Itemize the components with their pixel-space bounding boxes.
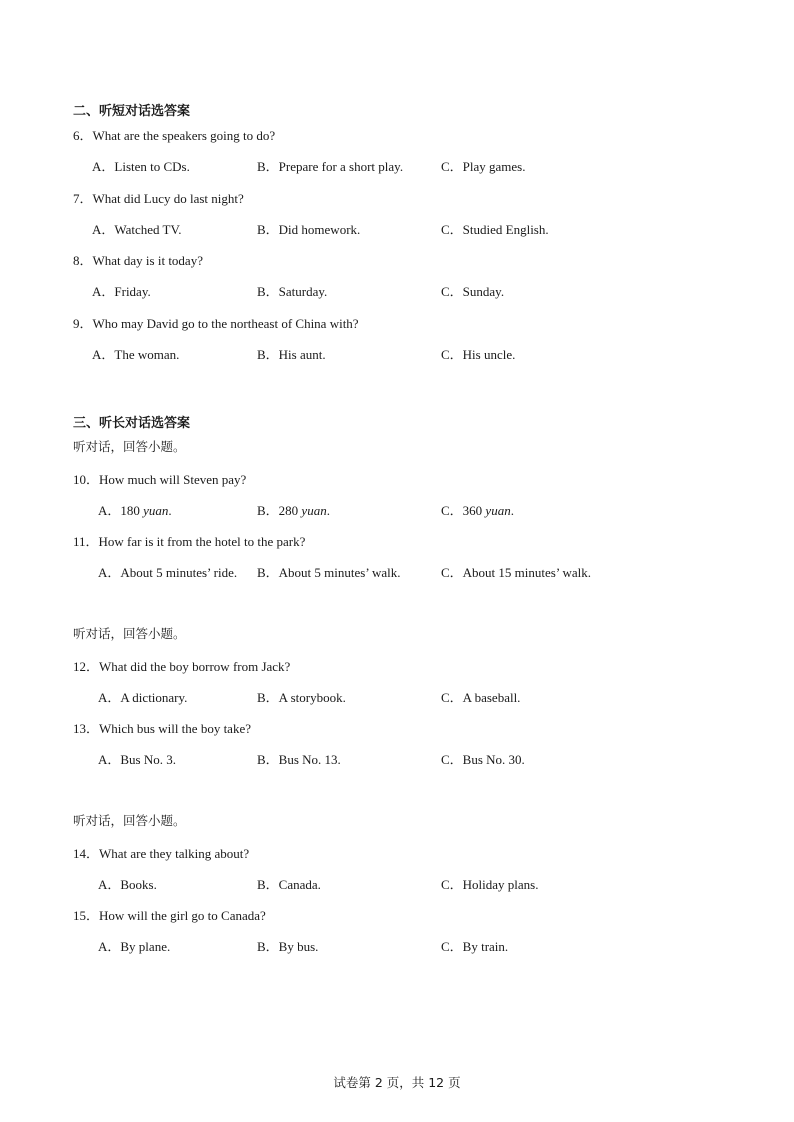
- dialogue-instruction-3: 听对话，回答小题。: [73, 813, 186, 828]
- question-13: 13．Which bus will the boy take?: [73, 721, 251, 736]
- question-15: 15．How will the girl go to Canada?: [73, 908, 266, 923]
- question-6: 6．What are the speakers going to do?: [73, 128, 276, 143]
- q7-option-b: B．Did homework.: [257, 222, 361, 237]
- question-11: 11．How far is it from the hotel to the park?: [73, 534, 306, 549]
- q13-option-a: A．Bus No. 3.: [98, 752, 177, 767]
- dialogue-instruction-1: 听对话，回答小题。: [73, 439, 186, 454]
- question-7: 7．What did Lucy do last night?: [73, 191, 244, 206]
- q6-option-a: A．Listen to CDs.: [92, 159, 190, 174]
- q13-option-c: C．Bus No. 30.: [441, 752, 525, 767]
- q14-option-b: B．Canada.: [257, 877, 321, 892]
- q8-option-b: B．Saturday.: [257, 284, 328, 299]
- q11-option-a: A．About 5 minutes’ ride.: [98, 565, 238, 580]
- q6-option-c: C．Play games.: [441, 159, 526, 174]
- q14-option-a: A．Books.: [98, 877, 157, 892]
- q9-option-a: A．The woman.: [92, 347, 180, 362]
- q15-option-c: C．By train.: [441, 939, 509, 954]
- q12-option-b: B．A storybook.: [257, 690, 346, 705]
- q10-option-a: A．180 yuan.: [98, 503, 172, 518]
- q10-option-c: C．360 yuan.: [441, 503, 514, 518]
- q12-option-a: A．A dictionary.: [98, 690, 188, 705]
- question-8: 8．What day is it today?: [73, 253, 203, 268]
- q15-option-b: B．By bus.: [257, 939, 319, 954]
- page-footer: 试卷第 2 页，共 12 页: [333, 1075, 461, 1090]
- q10-option-b: B．280 yuan.: [257, 503, 330, 518]
- question-14: 14．What are they talking about?: [73, 846, 250, 861]
- q8-option-c: C．Sunday.: [441, 284, 505, 299]
- section-title-short-dialogues: 二、听短对话选答案: [73, 104, 191, 119]
- question-12: 12．What did the boy borrow from Jack?: [73, 659, 291, 674]
- q11-option-c: C．About 15 minutes’ walk.: [441, 565, 591, 580]
- q14-option-c: C．Holiday plans.: [441, 877, 539, 892]
- q6-option-b: B．Prepare for a short play.: [257, 159, 404, 174]
- q9-option-c: C．His uncle.: [441, 347, 516, 362]
- q11-option-b: B．About 5 minutes’ walk.: [257, 565, 401, 580]
- q9-option-b: B．His aunt.: [257, 347, 326, 362]
- q13-option-b: B．Bus No. 13.: [257, 752, 341, 767]
- q7-option-c: C．Studied English.: [441, 222, 549, 237]
- q15-option-a: A．By plane.: [98, 939, 171, 954]
- q7-option-a: A．Watched TV.: [92, 222, 182, 237]
- dialogue-instruction-2: 听对话，回答小题。: [73, 626, 186, 641]
- q12-option-c: C．A baseball.: [441, 690, 521, 705]
- question-9: 9．Who may David go to the northeast of China with?: [73, 316, 359, 331]
- section-title-long-dialogues: 三、听长对话选答案: [73, 416, 191, 431]
- question-10: 10．How much will Steven pay?: [73, 472, 247, 487]
- q8-option-a: A．Friday.: [92, 284, 151, 299]
